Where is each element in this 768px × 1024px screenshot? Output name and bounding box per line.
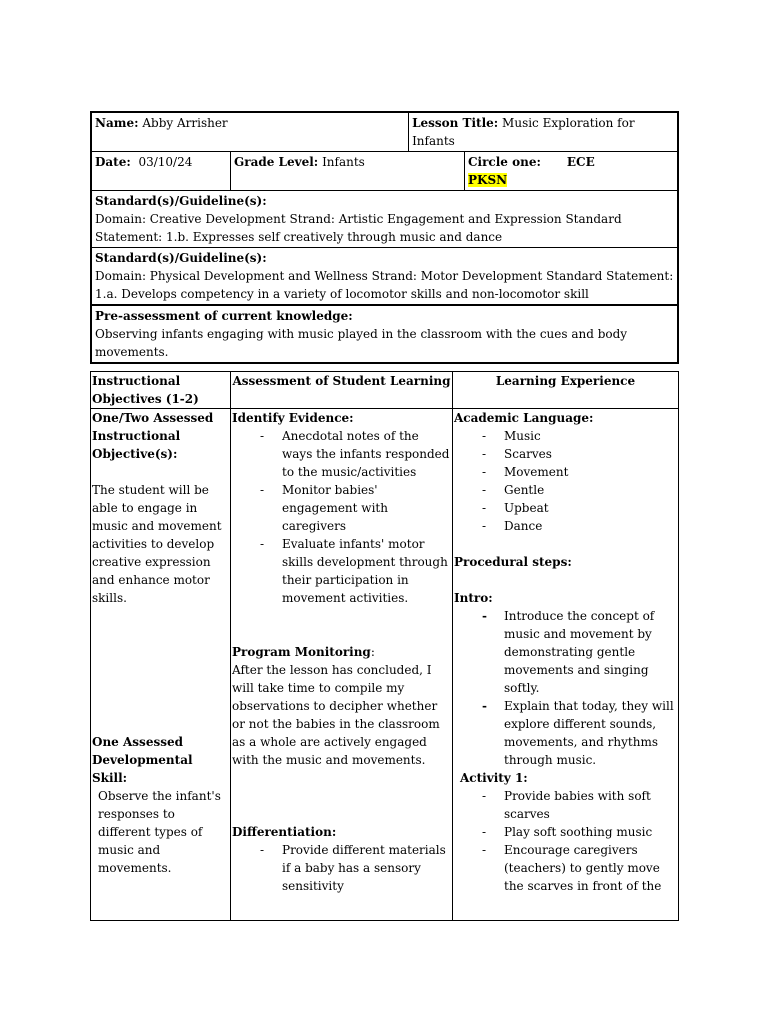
evidence-list bbox=[232, 427, 451, 607]
developmental-skill-text: Observe the infant's responses to different types of music and movements. bbox=[98, 789, 221, 875]
list-item: - Evaluate infants' motor skills development through their participation in movement activities. bbox=[282, 535, 451, 607]
circle-label: Circle one: bbox=[468, 155, 541, 169]
circle-option-ece: ECE bbox=[566, 155, 595, 169]
standard-1-cell bbox=[91, 191, 678, 248]
standard-2-label: Standard(s)/Guideline(s): bbox=[95, 251, 267, 265]
list-item: - Provide babies with soft scarves bbox=[504, 787, 677, 823]
list-item: - Monitor babies' engagement with caregivers bbox=[282, 481, 451, 535]
list-item: - Movement bbox=[504, 463, 677, 481]
list-item: - Scarves bbox=[504, 445, 677, 463]
procedural-steps-label: Procedural steps: bbox=[454, 555, 572, 569]
grade-value: Infants bbox=[322, 155, 365, 169]
list-item: - Anecdotal notes of the ways the infants responded to the music/activities bbox=[282, 427, 451, 481]
date-value: 03/10/24 bbox=[138, 155, 193, 169]
lesson-title-value: Music Exploration for Infants bbox=[412, 116, 635, 148]
lesson-plan-table bbox=[90, 371, 679, 921]
circle-one-cell bbox=[465, 152, 679, 191]
activity-1-list bbox=[454, 787, 677, 895]
list-item: - Provide different materials if a baby has a sensory sensitivity bbox=[282, 841, 451, 895]
lesson-title-label: Lesson Title: bbox=[412, 116, 499, 130]
lesson-title-cell bbox=[409, 112, 678, 152]
assessment-column: Identify Evidence: - Anecdotal notes of the ways the infants responded to the music/activities - Monitor babies' engagement with caregivers - Evaluate infants' motor skills development through their participation in movement activities. Program Monitoring: After the lesson has concluded, I will take time to compile my observations to decipher whether or not the babies in the classroom as a whole are actively engaged with the music and movements. Differentiation: - Provide different materials if a baby has a sensory sensitivity bbox=[231, 409, 453, 921]
list-item: - Play soft soothing music bbox=[504, 823, 677, 841]
list-item: - Explain that today, they will explore different sounds, movements, and rhythms through music. bbox=[504, 697, 677, 769]
preassessment-text: Observing infants engaging with music played in the classroom with the cues and body movements. bbox=[95, 327, 628, 359]
grade-cell: Grade Level: Infants bbox=[231, 152, 465, 191]
standard-1-label: Standard(s)/Guideline(s): bbox=[95, 194, 267, 208]
academic-language-label: Academic Language: bbox=[454, 411, 594, 425]
developmental-skill-label: One Assessed Developmental Skill: bbox=[92, 735, 193, 785]
header-instructional-objectives: Instructional Objectives (1-2) bbox=[91, 372, 231, 409]
date-cell bbox=[91, 152, 231, 191]
program-monitoring-text: After the lesson has concluded, I will take time to compile my observations to decipher whether or not the babies in the classroom as a whole are actively engaged with the music and movements. bbox=[232, 663, 440, 767]
learning-experience-column bbox=[453, 409, 679, 921]
name-value: Abby Arrisher bbox=[142, 116, 228, 130]
lesson-info-table bbox=[90, 111, 679, 364]
differentiation-list bbox=[232, 841, 451, 895]
name-label: Name bbox=[95, 116, 135, 130]
circle-option-pksn: PKSN bbox=[468, 173, 508, 187]
list-item: - Upbeat bbox=[504, 499, 677, 517]
list-item: - Gentle bbox=[504, 481, 677, 499]
date-label: Date: bbox=[95, 155, 131, 169]
academic-language-list bbox=[454, 427, 677, 535]
objective-text: The student will be able to engage in music and movement activities to develop creative expression and enhance motor skills. bbox=[92, 483, 222, 605]
name-cell: Name: Abby Arrisher bbox=[91, 112, 409, 152]
objectives-column: One/Two Assessed Instructional Objective(s): The student will be able to engage in music and movement activities to develop creative expression and enhance motor skills. One Assessed Developmental Skill: Observe the infant's responses to different types of music and movements. bbox=[91, 409, 231, 921]
objective-label: One/Two Assessed Instructional Objective(s) bbox=[92, 411, 214, 461]
grade-label: Grade Level bbox=[234, 155, 314, 169]
standard-2-text: Domain: Physical Development and Wellness Strand: Motor Development Standard Statement: 1.a. Develops competency in a variety of locomotor skills and non-locomotor skill bbox=[95, 269, 674, 301]
intro-label: Intro: bbox=[454, 591, 493, 605]
header-assessment: Assessment of Student Learning bbox=[231, 372, 453, 409]
header-learning-experience: Learning Experience bbox=[453, 372, 679, 409]
standard-2-cell bbox=[91, 248, 678, 306]
program-monitoring-label: Program Monitoring bbox=[232, 645, 371, 659]
preassessment-label: Pre-assessment of current knowledge: bbox=[95, 309, 353, 323]
list-item: - Music bbox=[504, 427, 677, 445]
list-item: - Encourage caregivers (teachers) to gently move the scarves in front of the bbox=[504, 841, 677, 895]
list-item: - Introduce the concept of music and movement by demonstrating gentle movements and singing softly. bbox=[504, 607, 677, 697]
standard-1-text: Domain: Creative Development Strand: Artistic Engagement and Expression Standard Statement: 1.b. Expresses self creatively through music and dance bbox=[95, 212, 622, 244]
preassessment-cell bbox=[91, 305, 678, 363]
intro-list bbox=[454, 607, 677, 769]
activity-1-label: Activity 1: bbox=[460, 771, 528, 785]
evidence-label: Identify Evidence: bbox=[232, 411, 354, 425]
list-item: - Dance bbox=[504, 517, 677, 535]
differentiation-label: Differentiation: bbox=[232, 825, 337, 839]
